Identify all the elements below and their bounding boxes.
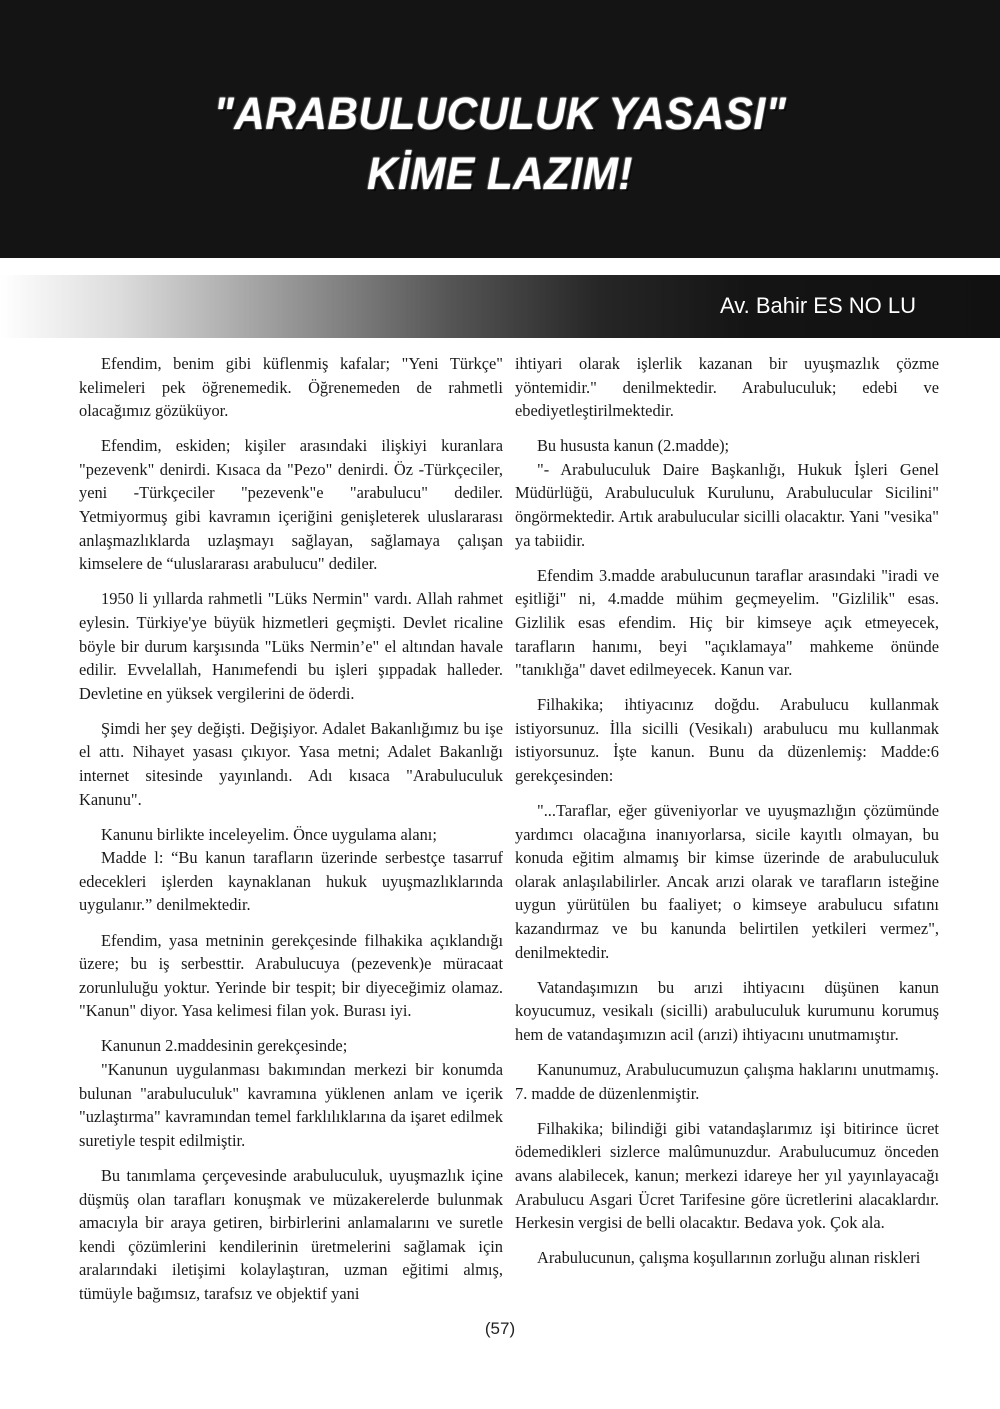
author-name: Av. Bahir ES NO LU <box>719 293 916 318</box>
paragraph: "- Arabuluculuk Daire Başkanlığı, Hukuk İşleri Genel Müdürlüğü, Arabuluculuk Kurulunu, Arabulucular Sicilini" öngörmektedir. Artık arabulucular sicilli olacaktır. Yani "vesika" ya tabiidir. <box>515 459 939 550</box>
header-banner <box>0 0 1000 258</box>
left-column <box>79 352 503 1317</box>
paragraph: "Kanunun uygulanması bakımından merkezi bir konumda bulunan "arabuluculuk" kavramına yüklenen anlam ve içerik "uzlaştırma" kavramından temel farklılıklarına da işaret edilmek suretiyle tespit edilmiştir. <box>79 1060 503 1150</box>
paragraph: Kanunu birlikte inceleyelim. Önce uygulama alanı; <box>101 824 437 844</box>
title-line-1: "ARABULUCULUK YASASI" <box>213 88 787 139</box>
paragraph: "...Taraflar, eğer güveniyorlar ve uyuşmazlığın çözümünde yardımcı olacağına inanıyorlarsa, sicile kayıtlı olmayan, bu konuda eğitim almamış bir kimse üzerinde de arabuluculuk olarak anlaşılabilirler. Ancak arızi olarak ve tarafların isteğine uygun yürütülen bu faaliyet; o kimseye arabulucu sıfatını kazandırmaz ve bu kanunda belirtilen yetkileri vermez", denilmektedir. <box>515 801 939 962</box>
paragraph: Kanunun 2.maddesinin gerekçesinde; <box>101 1036 348 1056</box>
page-title <box>30 84 970 204</box>
paragraph: ihtiyari olarak işlerlik kazanan bir uyuşmazlık çözme yöntemidir." denilmektedir. Arabuluculuk; edebi ve ebediyetleştirilmektedir. <box>515 354 939 421</box>
paragraph: Vatandaşımızın bu arızi ihtiyacını düşünen kanun koyucumuz, vesikalı (sicilli) arabuluculuk kurumunu korumuş hem de vatandaşımızın acil (arızi) ihtiyacını unutmamıştır. <box>515 977 939 1044</box>
paragraph: Filhakika; ihtiyacınız doğdu. Arabulucu kullanmak istiyorsunuz. İlla sicilli (Vesikalı) arabulucu mu kullanmak istiyorsunuz. İşte kanun. Bunu da düzenlemiş: Madde:6 gerekçesinden: <box>515 695 939 785</box>
paragraph: Kanunumuz, Arabulucumuzun çalışma haklarını unutmamış. 7. madde de düzenlenmiştir. <box>515 1060 939 1103</box>
paragraph: Efendim, yasa metninin gerekçesinde filhakika açıklandığı üzere; bu iş serbesttir. Arabulucuya (pezevenk)e müracaat zorunluluğu yoktur. Yerinde bir tespit; bir diyeceğimiz olamaz. "Kanun" diyor. Yasa kelimesi filan yok. Burası iyi. <box>79 930 503 1021</box>
paragraph: Filhakika; bilindiği gibi vatandaşlarımız işi bitirince ücret ödemedikleri sizlerce malûmunuzdur. Arabulucumuz önceden avans alabilecek, kanun; merkezi idareye her yıl yayınlayacağı Arabulucu Asgari Ücret Tarifesine göre ücretlerini alacaklardır. Herkesin vergisi de belli olacaktır. Bedava yok. Çok ala. <box>515 1118 939 1233</box>
paragraph: Efendim, benim gibi küflenmiş kafalar; "Yeni Türkçe" kelimeleri pek öğrenemedik. Öğrenemeden de rahmetli olacağımız gözüküyor. <box>79 354 503 421</box>
paragraph: Efendim, eskiden; kişiler arasındaki ilişkiyi kuranlara "pezevenk" denirdi. Kısaca da "Pezo" denirdi. Öz -Türkçeciler, yeni -Türkçeciler "pezevenk"e "arabulucu" dediler. Yetmiyormuş gibi kavramın içeriğini genişleterek uluslararası anlaşmazlıklarda uzlaşmayı sağlayan, sağlamaya çalışan kimselere de “uluslararası arabulucu" dediler. <box>79 436 503 574</box>
right-column <box>515 352 939 1281</box>
paragraph: Bu tanımlama çerçevesinde arabuluculuk, uyuşmazlık içine düşmüş olan tarafları konuşmak ve müzakerelerde bulunmak amacıyla bir araya getiren, birbirlerini anlamalarını ve suretle kendi çözümlerini kendilerinin üretmelerini sağlamak için aralarındaki iletişimi kolaylaştıran, uzman eğitimi almış, tümüyle bağımsız, tarafsız ve objektif yani <box>79 1165 503 1303</box>
paragraph: Efendim 3.madde arabulucunun taraflar arasındaki "iradi ve eşitliği" ni, 4.madde mühim geçmeyelim. "Gizlilik" esas. Gizlilik esas efendim. Hiç bir kimseye açık etmeyecek, tarafların hanımı, beyi "açıklamaya" mahkeme önünde "tanıklığa" davet edilmeyecek. Kanun var. <box>515 565 939 680</box>
title-line-2: KİME LAZIM! <box>367 148 633 199</box>
paragraph: Madde l: “Bu kanun tarafların üzerinde serbestçe tasarruf edecekleri işlerden kaynaklanan hukuk uyuşmazlıklarında uygulanır.” denilmektedir. <box>79 848 503 915</box>
paragraph: Şimdi her şey değişti. Değişiyor. Adalet Bakanlığımız bu işe el attı. Nihayet yasası çıkıyor. Yasa metni; Adalet Bakanlığı internet sitesinde yayınlandı. Adı kısaca "Arabuluculuk Kanunu". <box>79 718 503 809</box>
page-number: (57) <box>484 1319 516 1338</box>
paragraph: Arabulucunun, çalışma koşullarının zorluğu alınan riskleri <box>537 1248 921 1268</box>
paragraph: 1950 li yıllarda rahmetli "Lüks Nermin" vardı. Allah rahmet eylesin. Türkiye'ye büyük hizmetleri geçmişti. Devlet ricaline böyle bir durum karşısında "Lüks Nermin’e" el altından havale edilir. Evvelallah, Hanımefendi bu işleri şıppadak halleder. Devletine en yüksek vergilerini de öderdi. <box>79 589 503 703</box>
paragraph: Bu hususta kanun (2.madde); <box>537 436 730 456</box>
